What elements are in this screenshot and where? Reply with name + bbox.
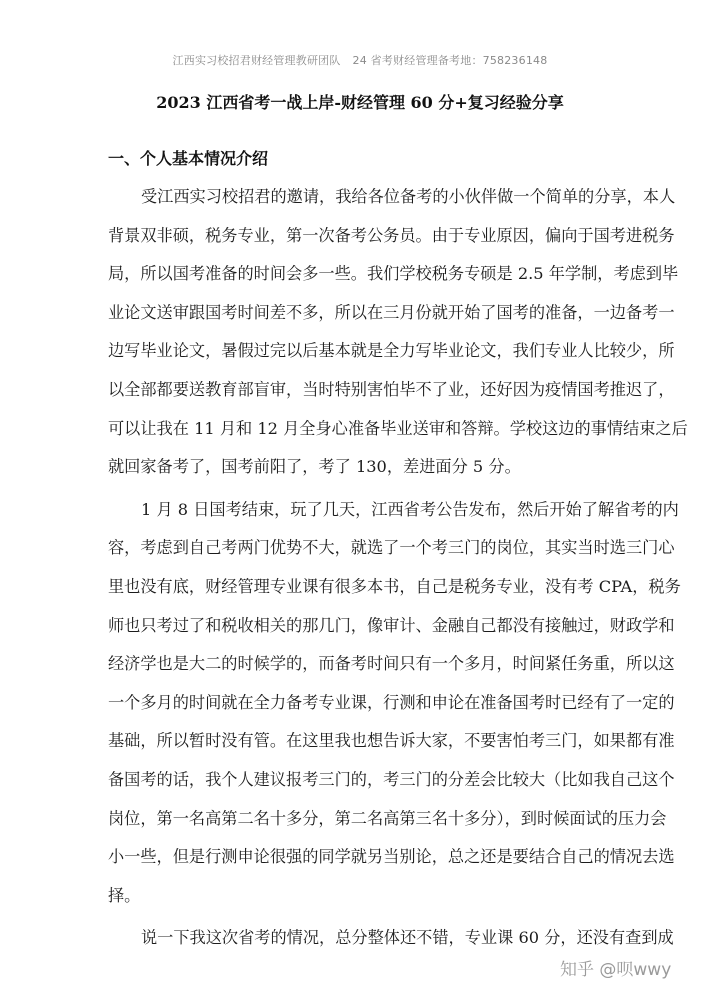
text-line: 受江西实习校招君的邀请，我给各位备考的小伙伴做一个简单的分享，本人: [141, 187, 676, 206]
text-line: 说一下我这次省考的情况，总分整体还不错，专业课 60 分，还没有查到成: [141, 928, 674, 948]
paragraph-3: [108, 919, 674, 958]
text-line: 师也只考过了和税收相关的那几门，像审计、金融自己都没有接触过，财政学和: [108, 615, 675, 635]
text-line: 里也没有底，财经管理专业课有很多本书，自己是税务专业，没有考 CPA，税务: [108, 576, 681, 596]
text-line: 容，考虑到自己考两门优势不大，就选了一个考三门的岗位，其实当时选三门心: [108, 538, 675, 558]
text-line: 边写毕业论文，暑假过完以后基本就是全力写毕业论文，我们专业人比较少，所: [108, 341, 675, 361]
header-team: 江西实习校招君财经管理教研团队: [172, 54, 341, 67]
text-line: 基础，所以暂时没有管。在这里我也想告诉大家，不要害怕考三门，如果都有准: [108, 731, 675, 751]
header-group: 24 省考财经管理备考地：758236148: [352, 54, 548, 67]
body-text: [108, 178, 688, 958]
text-line: 择。: [108, 885, 141, 905]
text-line: 以全部都要送教育部盲审，当时特别害怕毕不了业，还好因为疫情国考推迟了，: [108, 379, 675, 399]
text-line: 小一些，但是行测申论很强的同学就另当别论，总之还是要结合自己的情况去选: [108, 847, 675, 867]
zhihu-watermark: 知乎 @呗wwy: [560, 960, 672, 980]
document-title: 2023 江西省考一战上岸-财经管理 60 分+复习经验分享: [156, 93, 564, 112]
page-header: [0, 52, 720, 68]
text-line: 局，所以国考准备的时间会多一些。我们学校税务专硕是 2.5 年学制，考虑到毕: [108, 264, 679, 284]
paragraph-1: [108, 178, 688, 487]
text-line: 就回家备考了，国考前阳了，考了 130，差进面分 5 分。: [108, 457, 521, 477]
text-line: 1 月 8 日国考结束，玩了几天，江西省考公告发布，然后开始了解省考的内: [141, 499, 679, 519]
text-line: 岗位，第一名高第二名十多分，第二名高第三名十多分），到时候面试的压力会: [108, 808, 667, 828]
text-line: 经济学也是大二的时候学的，而备考时间只有一个多月，时间紧任务重，所以这: [108, 654, 675, 674]
text-line: 业论文送审跟国考时间差不多，所以在三月份就开始了国考的准备，一边备考一: [108, 302, 675, 322]
text-line: 可以让我在 11 月和 12 月全身心准备毕业送审和答辩。学校这边的事情结束之后: [108, 418, 688, 438]
section-heading: 一、个人基本情况介绍: [108, 149, 269, 168]
text-line: 备国考的话，我个人建议报考三门的，考三门的分差会比较大（比如我自己这个: [108, 769, 675, 789]
text-line: 一个多月的时间就在全力备考专业课，行测和申论在准备国考时已经有了一定的: [108, 692, 675, 712]
text-line: 背景双非硕，税务专业，第一次备考公务员。由于专业原因，偏向于国考进税务: [108, 225, 675, 245]
paragraph-2: [108, 491, 681, 916]
